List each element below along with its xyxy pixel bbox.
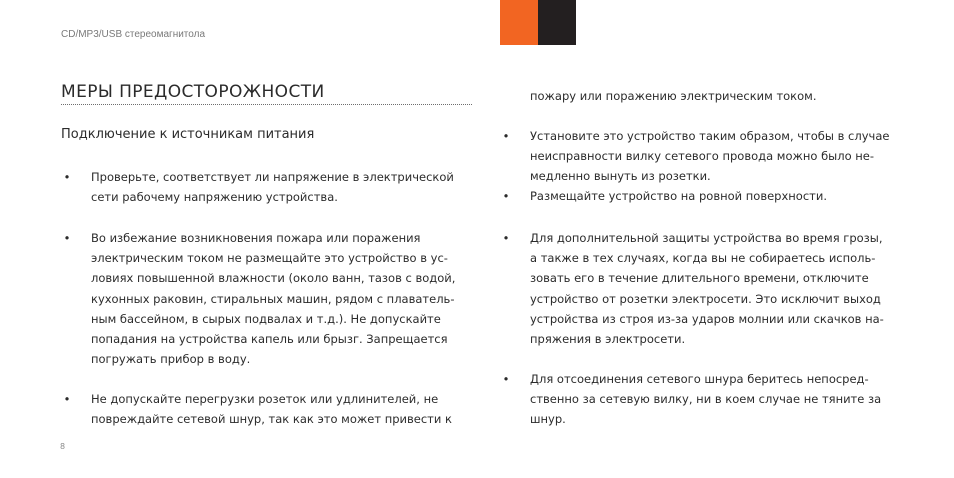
- list-item-line: Установите это устройство таким образом, чтобы в случае: [530, 129, 890, 143]
- header-label: CD/MP3/USB стереомагнитола: [61, 29, 206, 40]
- list-item-line: Для дополнительной защиты устройства во время грозы,: [530, 231, 883, 245]
- title-divider: [61, 104, 472, 105]
- bullet: •: [502, 231, 510, 245]
- list-item-line: Проверьте, соответствует ли напряжение в электрической: [91, 170, 454, 184]
- list-item-line: ловиях повышенной влажности (около ванн, тазов с водой,: [91, 271, 456, 286]
- list-item-line: электрическим током не размещайте это устройство в ус-: [91, 251, 448, 266]
- list-item: [63, 167, 481, 207]
- list-item: [63, 389, 481, 429]
- page-number: 8: [60, 442, 66, 451]
- list-item-line: шнур.: [530, 412, 566, 427]
- bullet: •: [63, 170, 71, 184]
- list-item-line: пряжения в электросети.: [530, 332, 686, 347]
- subheading: Подключение к источникам питания: [61, 127, 315, 142]
- list-item: [502, 126, 920, 187]
- list-item-line: сети рабочему напряжению устройства.: [91, 190, 338, 205]
- list-item: [502, 369, 920, 430]
- list-item-line: зовать его в течение длительного времени, отключите: [530, 271, 869, 286]
- list-item-line: устройство от розетки электросети. Это исключит выход: [530, 291, 881, 306]
- list-item-line: Для отсоединения сетевого шнура беритесь непосред-: [530, 372, 869, 386]
- list-item: [502, 228, 920, 349]
- list-item-line: неисправности вилку сетевого провода можно было не-: [530, 149, 875, 164]
- list-item-line: ственно за сетевую вилку, ни в коем случае не тяните за: [530, 392, 882, 407]
- accent-block-orange: [500, 0, 538, 45]
- list-item-line: медленно вынуть из розетки.: [530, 169, 711, 184]
- accent-block-dark: [538, 0, 576, 45]
- list-item-line: Не допускайте перегрузки розеток или удлинителей, не: [91, 392, 439, 406]
- list-item-line: повреждайте сетевой шнур, так как это может привести к: [91, 412, 452, 427]
- list-item: [502, 186, 920, 206]
- list-item-line: попадания на устройства капель или брызг. Запрещается: [91, 332, 448, 347]
- list-item-line: кухонных раковин, стиральных машин, рядом с плаватель-: [91, 291, 455, 306]
- list-item-line: погружать прибор в воду.: [91, 352, 251, 367]
- list-item-line: пожару или поражению электрическим током.: [530, 89, 817, 103]
- list-item-line: а также в тех случаях, когда вы не собираетесь исполь-: [530, 251, 876, 266]
- bullet: •: [63, 392, 71, 406]
- list-item-line: ным бассейном, в сырых подвалах и т.д.). Не допускайте: [91, 311, 441, 326]
- bullet: •: [502, 189, 510, 203]
- bullet: •: [502, 372, 510, 386]
- bullet: •: [502, 129, 510, 143]
- list-item-line: Размещайте устройство на ровной поверхности.: [530, 189, 827, 203]
- continuation-text: [530, 86, 920, 106]
- bullet: •: [63, 231, 71, 245]
- list-item: [63, 228, 481, 369]
- list-item-line: устройства из строя из-за ударов молнии или скачков на-: [530, 311, 884, 326]
- list-item-line: Во избежание возникновения пожара или поражения: [91, 231, 421, 245]
- page-title: МЕРЫ ПРЕДОСТОРОЖНОСТИ: [61, 82, 325, 102]
